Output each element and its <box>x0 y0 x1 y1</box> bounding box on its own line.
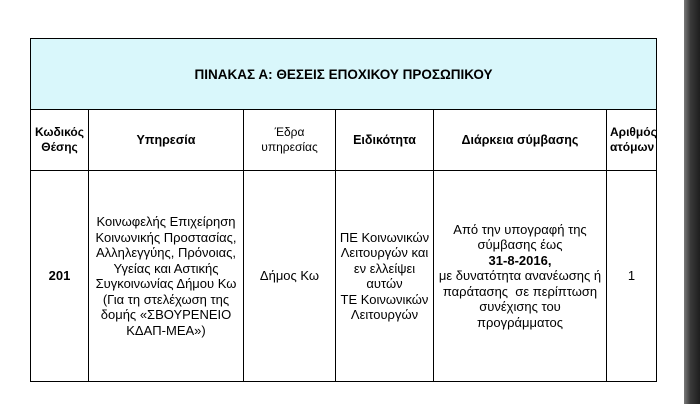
header-duration: Διάρκεια σύμβασης <box>434 110 607 171</box>
table-header-row <box>31 110 657 171</box>
header-count: Αριθμός ατόμων <box>607 110 657 171</box>
positions-table <box>30 38 657 382</box>
contract-end-date: 31-8-2016, <box>488 252 552 268</box>
cell-specialty: ΠΕ Κοινωνικών Λειτουργών και εν ελλείψει αυτών ΤΕ Κοινωνικών Λειτουργών <box>336 171 434 382</box>
cell-seat: Δήμος Κω <box>244 171 336 382</box>
header-seat: Έδρα υπηρεσίας <box>244 110 336 171</box>
header-code: Κωδικός Θέσης <box>31 110 89 171</box>
header-service: Υπηρεσία <box>89 110 244 171</box>
cell-duration: Από την υπογραφή της σύμβασης έως 31-8-2016, με δυνατότητα ανανέωσης ή παράτασης σε περίπτωση συνέχισης του προγράμματος <box>434 171 607 382</box>
header-specialty: Ειδικότητα <box>336 110 434 171</box>
window-edge <box>684 0 700 404</box>
cell-service: Κοινωφελής Επιχείρηση Κοινωνικής Προστασίας, Αλληλεγγύης, Πρόνοιας, Υγείας και Αστικής Συγκοινωνίας Δήμου Κω (Για τη στελέχωση της δομής «ΣΒΟΥΡΕΝΕΙΟ ΚΔΑΠ-ΜΕΑ») <box>89 171 244 382</box>
cell-count: 1 <box>607 171 657 382</box>
table-title: ΠΙΝΑΚΑΣ Α: ΘΕΣΕΙΣ ΕΠΟΧΙΚΟΥ ΠΡΟΣΩΠΙΚΟΥ <box>31 39 657 110</box>
cell-code: 201 <box>31 171 89 382</box>
table-row <box>31 171 657 382</box>
